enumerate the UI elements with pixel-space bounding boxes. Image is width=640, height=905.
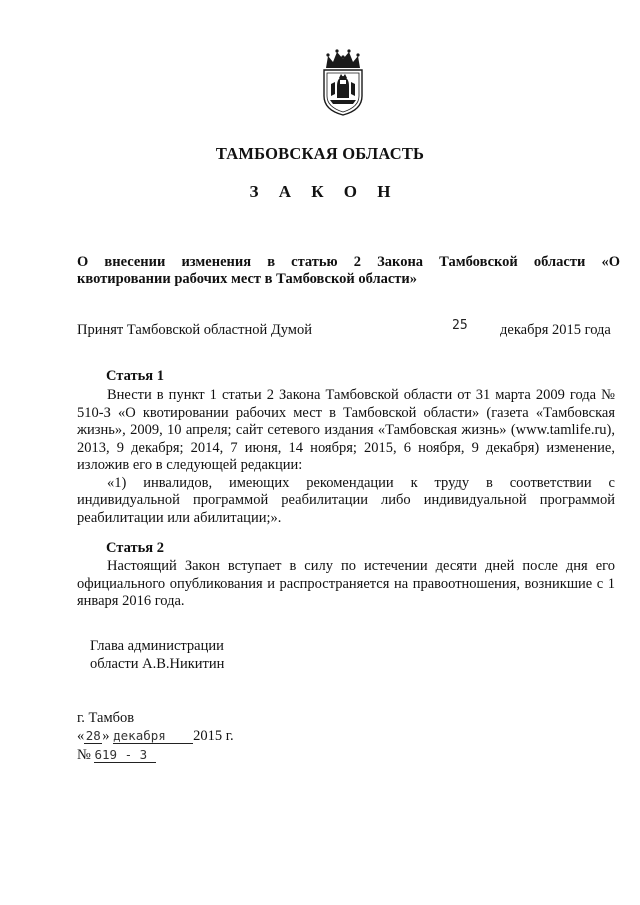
law-number (77, 747, 156, 764)
date-day-handwritten: 28 (85, 728, 101, 743)
article-1-paragraph-2: «1) инвалидов, имеющих рекомендации к труду в соответствии с индивидуальной программой реабилитации либо индивидуальной программой реабилитации или абилитации;». (77, 474, 615, 526)
article-1-heading: Статья 1 (106, 368, 164, 384)
number-label: № (77, 747, 91, 763)
signature-name: области А.В.Никитин (90, 656, 225, 672)
article-1-paragraph-1: Внести в пункт 1 статьи 2 Закона Тамбовской области от 31 марта 2009 года № 510-З «О квотировании рабочих мест в Тамбовской области» (газета «Тамбовская жизнь», 2009, 10 апреля; сайт сетевого издания «Тамбовская жизнь» (www.tamlife.ru), 2013, 9 декабря; 2014, 7 июня, 14 ноября; 2015, 6 ноября, 9 декабря) изменение, изложив его в следующей редакции: (77, 387, 615, 473)
date-year: 2015 г. (193, 728, 234, 744)
signature-block (90, 637, 224, 673)
signing-date (77, 728, 234, 745)
adoption-date: декабря 2015 года (500, 322, 611, 338)
number-handwritten: 619 - 3 (94, 747, 156, 763)
article-2-heading: Статья 2 (106, 540, 164, 556)
law-title-line-2: квотировании рабочих мест в Тамбовской области» (77, 271, 418, 287)
adoption-text: Принят Тамбовской областной Думой (77, 322, 312, 338)
date-close-quote: » (102, 728, 110, 744)
law-title (77, 254, 620, 288)
article-1-body (77, 387, 615, 527)
article-2-body (77, 558, 615, 611)
date-month-handwritten: декабря (113, 728, 193, 744)
region-name: ТАМБОВСКАЯ ОБЛАСТЬ (215, 144, 425, 163)
coat-of-arms-icon (318, 48, 368, 118)
signature-position: Глава администрации (90, 638, 224, 654)
date-open-quote: « (77, 728, 85, 744)
law-title-line-1: О внесении изменения в статью 2 Закона Тамбовской области «О (77, 254, 620, 270)
signing-city: г. Тамбов (77, 710, 135, 726)
article-2-paragraph-1: Настоящий Закон вступает в силу по истечении десяти дней после дня его официального опубликования и распространяется на правоотношения, возникшие с 1 января 2016 года. (77, 558, 615, 609)
adoption-day-handwritten: 25 (452, 318, 468, 333)
document-type: З А К О Н (249, 182, 399, 201)
